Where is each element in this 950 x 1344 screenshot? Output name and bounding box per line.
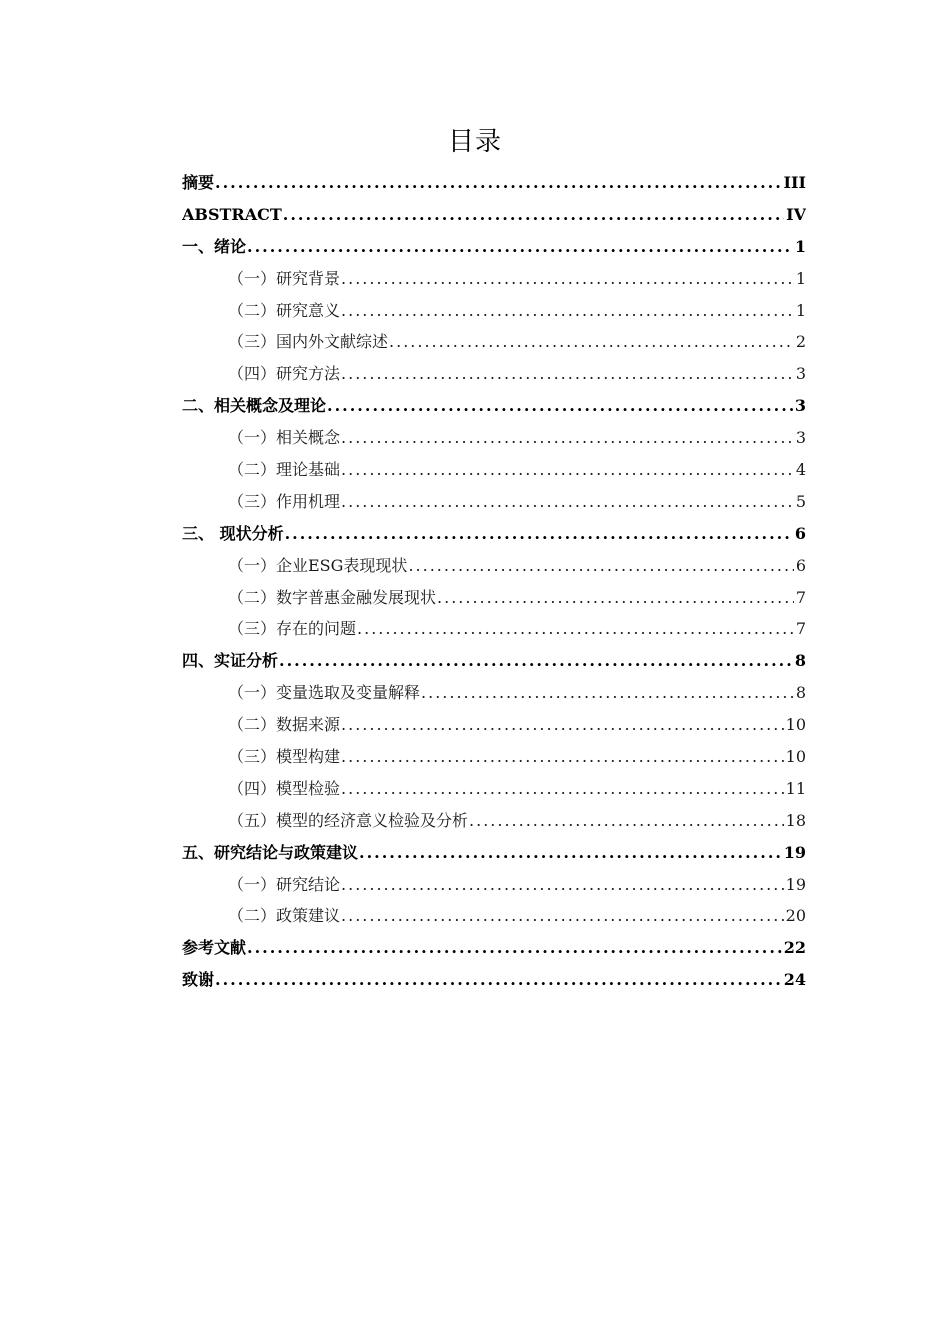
toc-entry-chapter[interactable] bbox=[182, 199, 806, 231]
toc-dot-leader bbox=[357, 613, 794, 645]
toc-entry-title: 一、绪论 bbox=[182, 236, 247, 256]
toc-entry-title: （二）理论基础 bbox=[228, 460, 341, 480]
toc-entry-page-number: 7 bbox=[795, 619, 806, 639]
toc-entry-page-number: 1 bbox=[794, 236, 806, 256]
toc-dot-leader bbox=[247, 231, 793, 263]
toc-entry-chapter[interactable] bbox=[182, 837, 806, 869]
toc-dot-leader bbox=[247, 932, 782, 964]
toc-entry-page-number: 1 bbox=[795, 300, 806, 320]
toc-dot-leader bbox=[341, 869, 784, 901]
toc-dot-leader bbox=[341, 773, 784, 805]
toc-entry-title: ABSTRACT bbox=[182, 204, 282, 224]
toc-entry-title: （一）研究背景 bbox=[228, 268, 341, 288]
toc-entry-title: 参考文献 bbox=[182, 938, 247, 958]
toc-entry-title: （二）数字普惠金融发展现状 bbox=[228, 587, 437, 607]
toc-entry-page-number: 1 bbox=[795, 268, 806, 288]
toc-entry-section[interactable] bbox=[182, 869, 806, 901]
toc-entry-section[interactable] bbox=[182, 741, 806, 773]
toc-entry-page-number: 6 bbox=[794, 523, 806, 543]
toc-entry-page-number: 8 bbox=[795, 683, 806, 703]
toc-title: 目录 bbox=[447, 127, 502, 157]
toc-dot-leader bbox=[437, 582, 794, 614]
toc-entry-title: 二、相关概念及理论 bbox=[182, 396, 327, 416]
toc-entry-title: （一）相关概念 bbox=[228, 428, 341, 448]
toc-list bbox=[182, 167, 806, 996]
toc-entry-section[interactable] bbox=[182, 358, 806, 390]
toc-entry-chapter[interactable] bbox=[182, 390, 806, 422]
toc-dot-leader bbox=[285, 518, 793, 550]
toc-entry-section[interactable] bbox=[182, 295, 806, 327]
toc-entry-section[interactable] bbox=[182, 805, 806, 837]
toc-dot-leader bbox=[341, 295, 794, 327]
toc-entry-page-number: 11 bbox=[785, 778, 806, 798]
toc-entry-page-number: 3 bbox=[794, 396, 806, 416]
toc-entry-page-number: 2 bbox=[795, 332, 806, 352]
toc-entry-page-number: 18 bbox=[785, 810, 806, 830]
toc-entry-section[interactable] bbox=[182, 900, 806, 932]
toc-entry-title: 五、研究结论与政策建议 bbox=[182, 842, 359, 862]
toc-entry-title: （五）模型的经济意义检验及分析 bbox=[228, 810, 469, 830]
toc-entry-page-number: 3 bbox=[795, 428, 806, 448]
toc-entry-title: （三）国内外文献综述 bbox=[228, 332, 389, 352]
toc-dot-leader bbox=[341, 741, 784, 773]
toc-entry-section[interactable] bbox=[182, 486, 806, 518]
toc-entry-title: （一）研究结论 bbox=[228, 874, 341, 894]
toc-entry-page-number: 19 bbox=[783, 842, 806, 862]
toc-dot-leader bbox=[341, 422, 794, 454]
toc-dot-leader bbox=[341, 454, 794, 486]
toc-dot-leader bbox=[408, 550, 793, 582]
toc-dot-leader bbox=[341, 358, 794, 390]
toc-entry-title: 摘要 bbox=[182, 173, 215, 192]
toc-dot-leader bbox=[327, 390, 793, 422]
toc-entry-chapter[interactable] bbox=[182, 167, 806, 199]
toc-entry-section[interactable] bbox=[182, 582, 806, 614]
toc-entry-title: （二）研究意义 bbox=[228, 300, 341, 320]
toc-entry-page-number: 8 bbox=[794, 651, 806, 671]
toc-dot-leader bbox=[389, 326, 794, 358]
toc-dot-leader bbox=[341, 709, 784, 741]
toc-dot-leader bbox=[279, 645, 793, 677]
toc-entry-page-number: 3 bbox=[795, 364, 806, 384]
toc-entry-page-number: 10 bbox=[785, 715, 806, 735]
toc-entry-section[interactable] bbox=[182, 263, 806, 295]
toc-entry-page-number: IV bbox=[786, 204, 806, 224]
toc-entry-section[interactable] bbox=[182, 613, 806, 645]
toc-entry-title: （四）研究方法 bbox=[228, 364, 341, 384]
toc-entry-page-number: 5 bbox=[795, 491, 806, 511]
toc-entry-title: （四）模型检验 bbox=[228, 778, 341, 798]
toc-dot-leader bbox=[341, 263, 794, 295]
toc-entry-section[interactable] bbox=[182, 773, 806, 805]
toc-entry-page-number: 22 bbox=[783, 938, 806, 958]
toc-entry-page-number: III bbox=[783, 173, 806, 192]
toc-dot-leader bbox=[421, 677, 794, 709]
toc-dot-leader bbox=[215, 167, 782, 199]
toc-entry-page-number: 20 bbox=[785, 906, 806, 926]
toc-entry-title: （一）企业ESG表现现状 bbox=[228, 555, 408, 575]
toc-entry-chapter[interactable] bbox=[182, 518, 806, 550]
toc-entry-title: （二）政策建议 bbox=[228, 906, 341, 926]
toc-dot-leader bbox=[341, 900, 784, 932]
toc-entry-page-number: 7 bbox=[795, 587, 806, 607]
toc-entry-chapter[interactable] bbox=[182, 932, 806, 964]
toc-entry-section[interactable] bbox=[182, 454, 806, 486]
toc-entry-page-number: 6 bbox=[795, 555, 806, 575]
toc-entry-page-number: 19 bbox=[785, 874, 806, 894]
toc-entry-title: 致谢 bbox=[182, 970, 215, 990]
toc-entry-section[interactable] bbox=[182, 709, 806, 741]
toc-entry-chapter[interactable] bbox=[182, 964, 806, 996]
toc-entry-title: 四、实证分析 bbox=[182, 651, 279, 671]
toc-dot-leader bbox=[359, 837, 782, 869]
toc-entry-section[interactable] bbox=[182, 677, 806, 709]
toc-dot-leader bbox=[341, 486, 794, 518]
toc-entry-title: （三）作用机理 bbox=[228, 491, 341, 511]
toc-entry-section[interactable] bbox=[182, 422, 806, 454]
toc-entry-page-number: 24 bbox=[783, 970, 806, 990]
toc-entry-title: 三、 现状分析 bbox=[182, 523, 284, 543]
toc-dot-leader bbox=[283, 199, 784, 231]
toc-entry-chapter[interactable] bbox=[182, 231, 806, 263]
toc-entry-section[interactable] bbox=[182, 550, 806, 582]
toc-dot-leader bbox=[469, 805, 784, 837]
toc-dot-leader bbox=[215, 964, 782, 996]
toc-entry-page-number: 4 bbox=[795, 460, 806, 480]
toc-entry-title: （三）存在的问题 bbox=[228, 619, 357, 639]
toc-entry-page-number: 10 bbox=[785, 747, 806, 767]
toc-entry-title: （一）变量选取及变量解释 bbox=[228, 683, 421, 703]
toc-entry-chapter[interactable] bbox=[182, 645, 806, 677]
toc-entry-title: （三）模型构建 bbox=[228, 747, 341, 767]
toc-entry-title: （二）数据来源 bbox=[228, 715, 341, 735]
toc-entry-section[interactable] bbox=[182, 326, 806, 358]
